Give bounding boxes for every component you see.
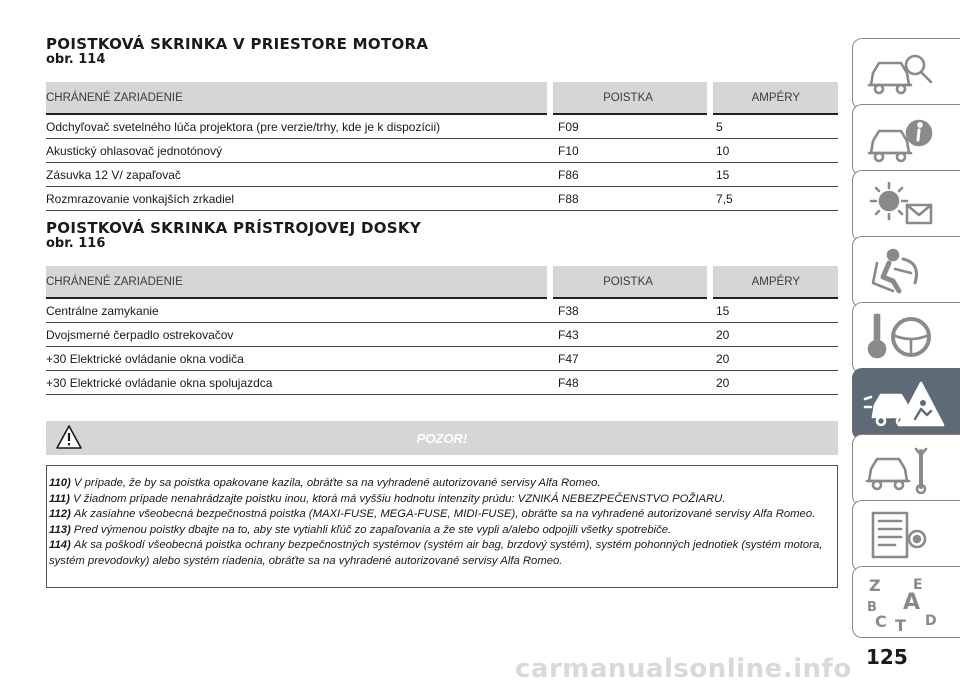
- cell-fuse: F47: [550, 347, 710, 371]
- tab-car-search[interactable]: [852, 38, 960, 110]
- col-header-fuse: POISTKA: [550, 82, 710, 114]
- index-letter: B: [867, 600, 877, 615]
- index-letter: D: [925, 613, 937, 629]
- tab-alphabet-index[interactable]: [852, 566, 960, 638]
- col-header-device: CHRÁNENÉ ZARIADENIE: [46, 82, 550, 114]
- section-title-engine-fusebox: POISTKOVÁ SKRINKA V PRIESTORE MOTORA: [46, 35, 429, 53]
- cell-device: Centrálne zamykanie: [46, 298, 550, 323]
- cell-fuse: F86: [550, 163, 710, 187]
- index-letter: T: [895, 616, 906, 633]
- car-tools-icon: [863, 441, 943, 499]
- fuse-table-engine: [46, 82, 838, 211]
- warning-item: [49, 507, 831, 523]
- seat-airbag-icon: [863, 243, 943, 301]
- warning-header: [46, 421, 838, 455]
- cell-ampere: 20: [710, 323, 838, 347]
- figure-ref: obr. 114: [46, 52, 106, 67]
- tab-data-list[interactable]: [852, 500, 960, 572]
- warning-item-text: Ak sa poškodí všeobecná poistka ochrany bezpečnostných systémov (systém air bag, brzdový systém), systém pohonných jednotiek (systém motora, systém prevodovky) alebo systém riadenia, obráťte sa na vyhradené autorizované servisy Alfa Romeo.: [49, 539, 823, 567]
- cell-ampere: 20: [710, 347, 838, 371]
- key-steering-wheel-icon: [863, 309, 943, 367]
- warning-item-number: 111): [49, 492, 74, 505]
- table-row: [46, 298, 838, 323]
- index-letter: Z: [869, 576, 881, 595]
- col-header-ampere: AMPÉRY: [710, 266, 838, 298]
- warning-body: [46, 465, 838, 588]
- warning-item-text: V prípade, že by sa poistka opakovane kazila, obráťte sa na vyhradené autorizované servisy Alfa Romeo.: [73, 477, 601, 489]
- cell-ampere: 10: [710, 139, 838, 163]
- car-hazard-icon: [863, 375, 947, 435]
- cell-fuse: F10: [550, 139, 710, 163]
- cell-device: Akustický ohlasovač jednotónový: [46, 139, 550, 163]
- table-row: [46, 371, 838, 395]
- section-title-dashboard-fusebox: POISTKOVÁ SKRINKA PRÍSTROJOVEJ DOSKY: [46, 219, 421, 237]
- index-letter: C: [875, 612, 887, 631]
- warning-item: [49, 523, 831, 539]
- alphabet-index-icon: [863, 573, 947, 633]
- warning-item: [49, 476, 831, 492]
- warning-item-number: 114): [49, 539, 74, 551]
- col-header-device: CHRÁNENÉ ZARIADENIE: [46, 266, 550, 298]
- cell-device: Zásuvka 12 V/ zapaľovač: [46, 163, 550, 187]
- cell-ampere: 5: [710, 114, 838, 139]
- warning-item-text: V žiadnom prípade nenahrádzajte poistku inou, ktorá má vyššiu hodnotu intenzity prúdu: VZNIKÁ NEBEZPEČENSTVO POŽIARU.: [73, 492, 726, 505]
- table-row: [46, 187, 838, 211]
- tab-car-info[interactable]: [852, 104, 960, 176]
- car-search-icon: [863, 45, 943, 103]
- table-row: [46, 139, 838, 163]
- cell-fuse: F38: [550, 298, 710, 323]
- cell-device: +30 Elektrické ovládanie okna spolujazdca: [46, 371, 550, 395]
- col-header-fuse: POISTKA: [550, 266, 710, 298]
- cell-device: Odchyľovač svetelného lúča projektora (pre verzie/trhy, kde je k dispozícii): [46, 114, 550, 139]
- cell-fuse: F43: [550, 323, 710, 347]
- warning-item-text: Pred výmenou poistky dbajte na to, aby ste vytiahli kľúč zo zapaľovania a že ste vypli a/alebo odpojili všetky spotrebiče.: [73, 523, 672, 536]
- cell-ampere: 7,5: [710, 187, 838, 211]
- cell-ampere: 15: [710, 298, 838, 323]
- tab-car-hazard[interactable]: [852, 368, 960, 440]
- fuse-table-dashboard: [46, 266, 838, 395]
- index-letter: E: [913, 577, 923, 593]
- warning-item-number: 112): [49, 508, 74, 520]
- index-letter: A: [903, 590, 921, 615]
- tab-car-tools[interactable]: [852, 434, 960, 506]
- data-list-icon: [863, 507, 943, 565]
- col-header-ampere: AMPÉRY: [710, 82, 838, 114]
- warning-item: [49, 492, 831, 508]
- page-number: 125: [866, 645, 908, 669]
- warning-item-number: 113): [49, 523, 74, 536]
- watermark: carmanualsonline.info: [515, 654, 852, 684]
- cell-device: Dvojsmerné čerpadlo ostrekovačov: [46, 323, 550, 347]
- figure-ref: obr. 116: [46, 236, 106, 251]
- table-row: [46, 163, 838, 187]
- tab-warning-lights[interactable]: [852, 170, 960, 242]
- cell-device: Rozmrazovanie vonkajších zrkadiel: [46, 187, 550, 211]
- warning-title: POZOR!: [416, 431, 468, 446]
- car-info-icon: [863, 111, 943, 169]
- warning-item-text: Ak zasiahne všeobecná bezpečnostná poistka (MAXI-FUSE, MEGA-FUSE, MIDI-FUSE), obráťte sa na vyhradené autorizované servisy Alfa Romeo.: [73, 508, 816, 520]
- cell-device: +30 Elektrické ovládanie okna vodiča: [46, 347, 550, 371]
- cell-ampere: 20: [710, 371, 838, 395]
- warning-item-number: 110): [49, 477, 74, 489]
- warning-lights-icon: [863, 177, 943, 235]
- tab-key-steering[interactable]: [852, 302, 960, 374]
- cell-fuse: F48: [550, 371, 710, 395]
- cell-ampere: 15: [710, 163, 838, 187]
- warning-item: [49, 538, 831, 569]
- table-row: [46, 323, 838, 347]
- table-row: [46, 114, 838, 139]
- cell-fuse: F09: [550, 114, 710, 139]
- cell-fuse: F88: [550, 187, 710, 211]
- tab-seat-airbag[interactable]: [852, 236, 960, 308]
- table-row: [46, 347, 838, 371]
